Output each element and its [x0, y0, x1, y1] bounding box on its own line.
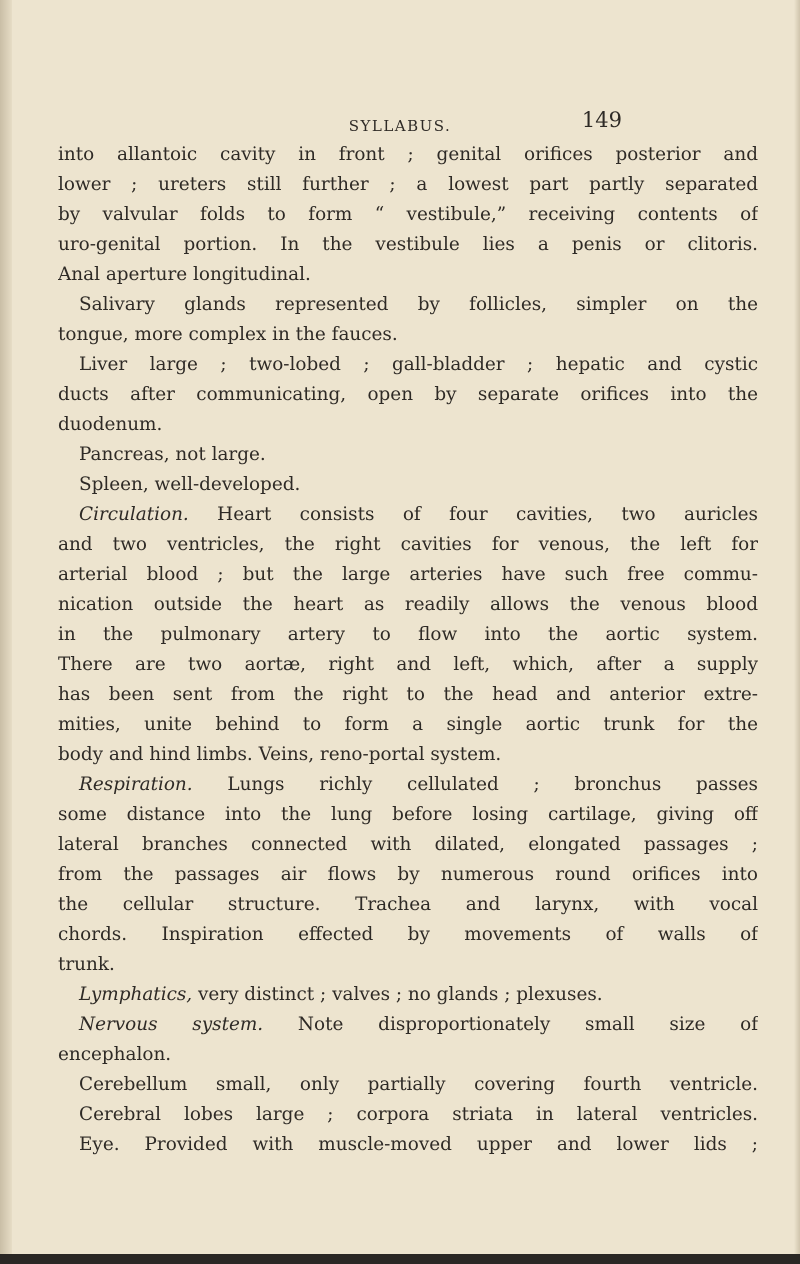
text-line: [58, 140, 758, 170]
text-run: There are two aortæ, right and left, which, after a supply: [58, 654, 758, 675]
text-line: [58, 290, 758, 320]
text-run: body and hind limbs. Veins, reno-portal system.: [58, 744, 502, 765]
running-head: [0, 107, 800, 137]
text-line: [58, 200, 758, 230]
page-number: 149: [581, 108, 622, 132]
page-edge-shadow: [794, 0, 800, 1264]
text-line: [58, 410, 758, 440]
text-run: lateral branches connected with dilated, elongated passages ;: [58, 834, 758, 855]
text-run: very distinct ; valves ; no glands ; plexuses.: [192, 984, 603, 1005]
text-run: Lungs richly cellulated ; bronchus passes: [192, 774, 758, 795]
italic-heading: Circulation.: [79, 504, 189, 525]
text-run: Liver large ; two-lobed ; gall-bladder ; hepatic and cystic: [79, 354, 758, 375]
text-line: [58, 860, 758, 890]
text-run: Pancreas, not large.: [79, 444, 266, 465]
text-run: duodenum.: [58, 414, 163, 435]
text-line: [58, 800, 758, 830]
text-line: [58, 1100, 758, 1130]
text-run: arterial blood ; but the large arteries have such free commu-: [58, 564, 758, 585]
text-run: chords. Inspiration effected by movements of walls of: [58, 924, 758, 945]
text-line: [58, 590, 758, 620]
text-run: Note disproportionately small size of: [263, 1014, 758, 1035]
text-line: [58, 1040, 758, 1070]
text-run: into allantoic cavity in front ; genital orifices posterior and: [58, 144, 758, 165]
text-line: [58, 890, 758, 920]
text-line: [58, 1010, 758, 1040]
text-line: [58, 230, 758, 260]
text-run: Cerebellum small, only partially covering fourth ventricle.: [79, 1074, 758, 1095]
bottom-edge-rule: [0, 1254, 800, 1264]
text-run: from the passages air flows by numerous round orifices into: [58, 864, 758, 885]
text-line: [58, 260, 758, 290]
italic-heading: Nervous system.: [79, 1014, 264, 1035]
italic-heading: Respiration.: [79, 774, 193, 795]
text-run: Anal aperture longitudinal.: [58, 264, 311, 285]
text-run: mities, unite behind to form a single aortic trunk for the: [58, 714, 758, 735]
page-gutter-shadow: [0, 0, 12, 1264]
running-title: SYLLABUS.: [348, 117, 452, 135]
text-line: [58, 170, 758, 200]
text-run: ducts after communicating, open by separate orifices into the: [58, 384, 758, 405]
text-line: [58, 1130, 758, 1160]
text-line: [58, 500, 758, 530]
text-run: Spleen, well-developed.: [79, 474, 301, 495]
text-run: the cellular structure. Trachea and larynx, with vocal: [58, 894, 758, 915]
text-line: [58, 560, 758, 590]
text-line: [58, 470, 758, 500]
text-line: [58, 320, 758, 350]
text-run: Eye. Provided with muscle-moved upper and lower lids ;: [79, 1134, 758, 1155]
text-run: trunk.: [58, 954, 115, 975]
text-line: [58, 950, 758, 980]
text-line: [58, 920, 758, 950]
text-run: tongue, more complex in the fauces.: [58, 324, 398, 345]
text-line: [58, 740, 758, 770]
text-line: [58, 350, 758, 380]
text-run: Salivary glands represented by follicles, simpler on the: [79, 294, 758, 315]
text-run: uro-genital portion. In the vestibule lies a penis or clitoris.: [58, 234, 758, 255]
text-run: Heart consists of four cavities, two auricles: [188, 504, 758, 525]
text-line: [58, 440, 758, 470]
text-line: [58, 620, 758, 650]
text-run: and two ventricles, the right cavities for venous, the left for: [58, 534, 758, 555]
text-line: [58, 680, 758, 710]
text-run: has been sent from the right to the head and anterior extre-: [58, 684, 758, 705]
text-run: by valvular folds to form “ vestibule,” receiving contents of: [58, 204, 758, 225]
text-run: Cerebral lobes large ; corpora striata in lateral ventricles.: [79, 1104, 758, 1125]
text-run: some distance into the lung before losing cartilage, giving off: [58, 804, 758, 825]
text-run: nication outside the heart as readily allows the venous blood: [58, 594, 758, 615]
text-line: [58, 770, 758, 800]
body-text: [58, 140, 758, 1160]
text-run: lower ; ureters still further ; a lowest part partly separated: [58, 174, 758, 195]
text-run: in the pulmonary artery to flow into the aortic system.: [58, 624, 758, 645]
italic-heading: Lymphatics,: [79, 984, 193, 1005]
text-line: [58, 1070, 758, 1100]
text-line: [58, 710, 758, 740]
text-line: [58, 380, 758, 410]
text-line: [58, 650, 758, 680]
text-line: [58, 530, 758, 560]
text-run: encephalon.: [58, 1044, 172, 1065]
text-line: [58, 830, 758, 860]
text-line: [58, 980, 758, 1010]
